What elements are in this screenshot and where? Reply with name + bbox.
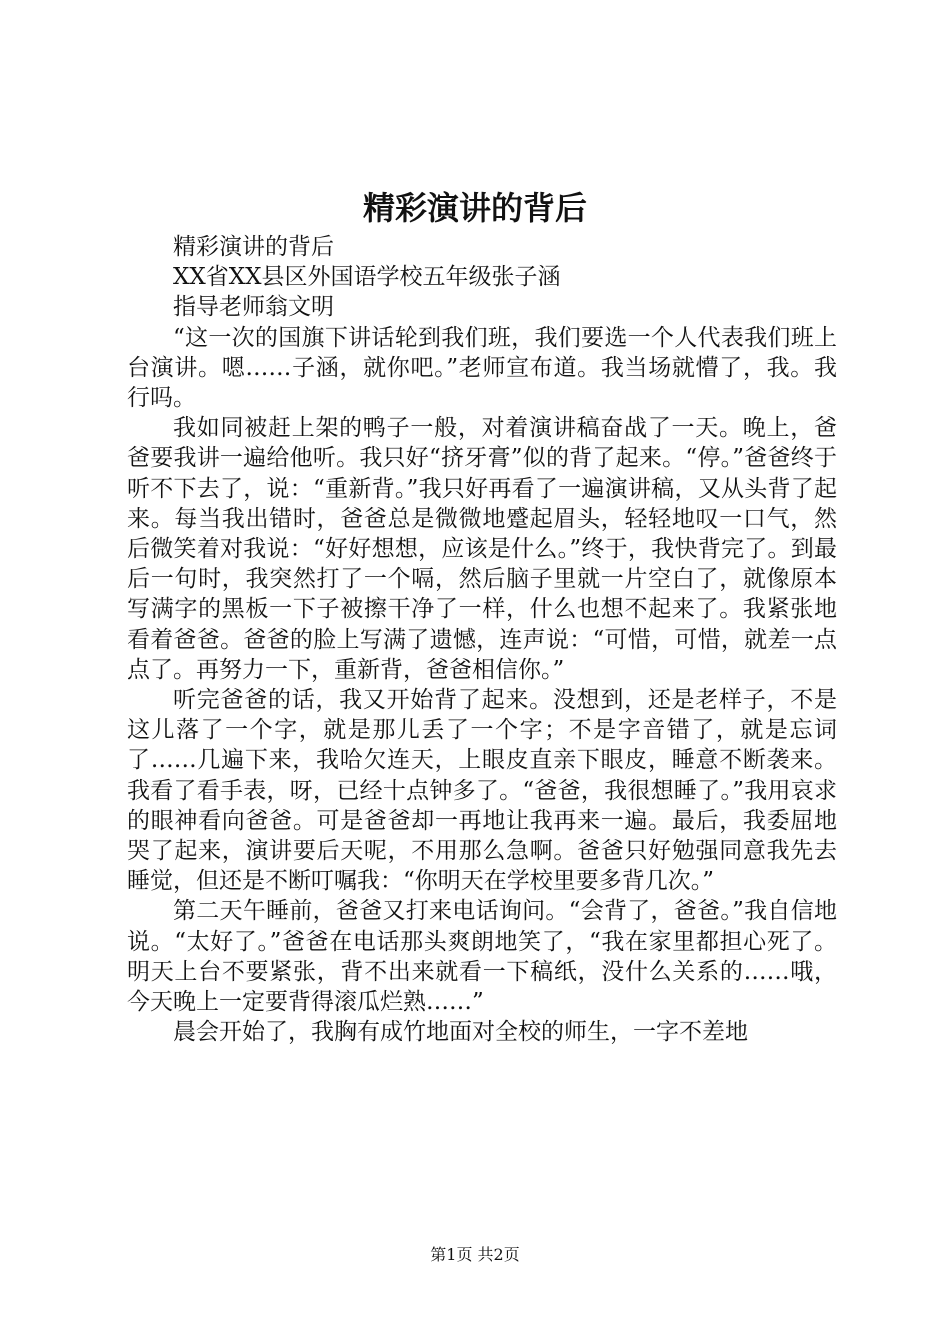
teacher-line: 指导老师翁文明 — [173, 294, 334, 321]
subtitle-line: 精彩演讲的背后 — [173, 234, 334, 260]
document-title: 精彩演讲的背后 — [362, 189, 587, 227]
paragraph: “这一次的国旗下讲话轮到我们班，我们要选一个人代表我们班上台演讲。嗯……子涵，就你吧。”老师宣布道。我当场就懵了，我。我行吗。 — [127, 324, 837, 412]
paragraph: 晨会开始了，我胸有成竹地面对全校的师生，一字不差地 — [173, 1019, 748, 1046]
document-body — [127, 232, 837, 1047]
paragraph: 听完爸爸的话，我又开始背了起来。没想到，还是老样子，不是这儿落了一个字，就是那儿丢了一个字；不是字音错了，就是忘词了……几遍下来，我哈欠连天，上眼皮直亲下眼皮，睡意不断袭来。我看了看手表，呀，已经十点钟多了。“爸爸，我很想睡了。”我用哀求的眼神看向爸爸。可是爸爸却一再地让我再来一遍。最后，我委屈地哭了起来，演讲要后天呢，不用那么急啊。爸爸只好勉强同意我先去睡觉，但还是不断叮嘱我：“你明天在学校里要多背几次。” — [127, 687, 837, 895]
page-footer: 第1页 共2页 — [430, 1245, 520, 1264]
paragraph: 我如同被赶上架的鸭子一般，对着演讲稿奋战了一天。晚上，爸爸要我讲一遍给他听。我只好“挤牙膏”似的背了起来。“停。”爸爸终于听不下去了，说：“重新背。”我只好再看了一遍演讲稿，又从头背了起来。每当我出错时，爸爸总是微微地蹙起眉头，轻轻地叹一口气，然后微笑着对我说：“好好想想，应该是什么。”终于，我快背完了。到最后一句时，我突然打了一个嗝，然后脑子里就一片空白了，就像原本写满字的黑板一下子被擦干净了一样，什么也想不起来了。我紧张地看着爸爸。爸爸的脸上写满了遗憾，连声说：“可惜，可惜，就差一点点了。再努力一下，重新背，爸爸相信你。” — [127, 415, 837, 683]
author-line: XX省XX县区外国语学校五年级张子涵 — [173, 264, 561, 291]
paragraph: 第二天午睡前，爸爸又打来电话询问。“会背了，爸爸。”我自信地说。“太好了。”爸爸在电话那头爽朗地笑了，“我在家里都担心死了。明天上台不要紧张，背不出来就看一下稿纸，没什么关系的……哦，今天晚上一定要背得滚瓜烂熟……” — [127, 898, 837, 1016]
